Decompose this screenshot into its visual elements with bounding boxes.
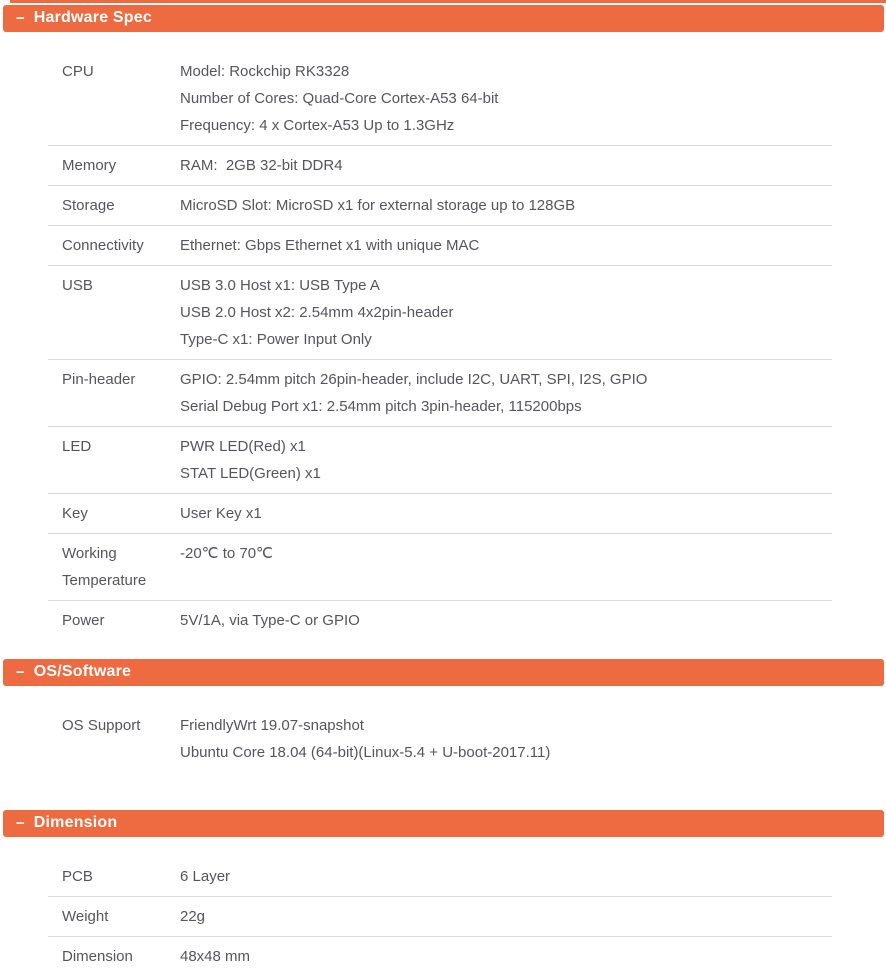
spec-row-value [180,433,832,487]
spec-row-label: Memory [62,157,117,174]
spec-value-line: Model: Rockchip RK3328 [180,63,350,80]
spec-value-line: Serial Debug Port x1: 2.54mm pitch 3pin-header, 115200bps [180,398,582,415]
section-header-hardware-spec[interactable] [3,5,884,32]
spec-row-value [180,192,832,219]
spec-row-label: Connectivity [62,237,144,254]
section-hardware-spec [0,5,886,640]
spec-row-value [180,712,832,766]
section-os-software [0,659,886,772]
spec-value-line: STAT LED(Green) x1 [180,465,321,482]
section-header-dimension[interactable] [3,810,884,837]
spec-row-value [180,863,832,890]
spec-row-value [180,903,832,930]
spec-row-label: Storage [62,197,115,214]
spec-row [48,265,832,359]
spec-row-label: PCB [62,868,93,885]
spec-table-dimension [48,837,832,976]
spec-value-line: 48x48 mm [180,948,251,965]
collapse-minus-icon[interactable]: − [16,10,25,27]
spec-value-line: User Key x1 [180,505,262,522]
spec-row-label: Weight [62,908,109,925]
spec-row [48,493,832,533]
spec-row [48,185,832,225]
spec-row-label: CPU [62,63,94,80]
spec-value-line: Ubuntu Core 18.04 (64-bit)(Linux-5.4 + U-boot-2017.11) [180,744,551,761]
spec-value-line: Number of Cores: Quad-Core Cortex-A53 64-bit [180,90,499,107]
spec-row-label: Key [62,505,88,522]
spec-row-value [180,500,832,527]
section-title-dimension: Dimension [33,813,118,831]
spec-value-line: 6 Layer [180,868,231,885]
spec-row [48,426,832,493]
section-dimension [0,810,886,976]
spec-row-value [180,152,832,179]
spec-row-value [180,540,832,567]
spec-row-value [180,232,832,259]
collapse-minus-icon[interactable]: − [16,664,25,681]
spec-row-label: Power [62,612,105,629]
spec-row-label: Dimension [62,948,133,965]
spec-row [48,857,832,896]
spec-value-line: Ethernet: Gbps Ethernet x1 with unique MAC [180,237,480,254]
spec-row [48,359,832,426]
spec-value-line: RAM: 2GB 32-bit DDR4 [180,157,343,174]
spec-row-value [180,943,832,970]
spec-value-line: PWR LED(Red) x1 [180,438,306,455]
spec-row-label: LED [62,438,92,455]
section-header-os-software[interactable] [3,659,884,686]
spec-row [48,145,832,185]
spec-row [48,52,832,145]
spec-value-line: Frequency: 4 x Cortex-A53 Up to 1.3GHz [180,117,455,134]
spec-value-line: MicroSD Slot: MicroSD x1 for external storage up to 128GB [180,197,576,214]
spec-row-label: USB [62,277,93,294]
spec-row-value [180,58,832,139]
spec-value-line: USB 2.0 Host x2: 2.54mm 4x2pin-header [180,304,454,321]
spec-table-os [48,686,832,772]
spec-table-hardware [48,32,832,640]
section-title-os-software: OS/Software [33,662,132,680]
spec-row [48,936,832,976]
spec-value-line: USB 3.0 Host x1: USB Type A [180,277,380,294]
spec-value-line: GPIO: 2.54mm pitch 26pin-header, include I2C, UART, SPI, I2S, GPIO [180,371,648,388]
spec-value-line: Type-C x1: Power Input Only [180,331,372,348]
spec-row-label: Working Temperature [62,545,147,589]
spec-value-line: -20℃ to 70℃ [180,545,273,562]
spec-row-value [180,607,832,634]
spec-value-line: 5V/1A, via Type-C or GPIO [180,612,360,629]
spec-value-line: FriendlyWrt 19.07-snapshot [180,717,364,734]
spec-row [48,225,832,265]
section-title-hardware-spec: Hardware Spec [33,8,152,26]
spec-row [48,896,832,936]
spec-row-value [180,366,832,420]
spec-row-label: Pin-header [62,371,136,388]
cropped-previous-section-strip [10,0,886,3]
collapse-minus-icon[interactable]: − [16,815,25,832]
spec-row-label: OS Support [62,717,141,734]
spec-row [48,600,832,640]
spec-row [48,706,832,772]
spec-value-line: 22g [180,908,206,925]
spec-row-value [180,272,832,353]
spec-row [48,533,832,600]
